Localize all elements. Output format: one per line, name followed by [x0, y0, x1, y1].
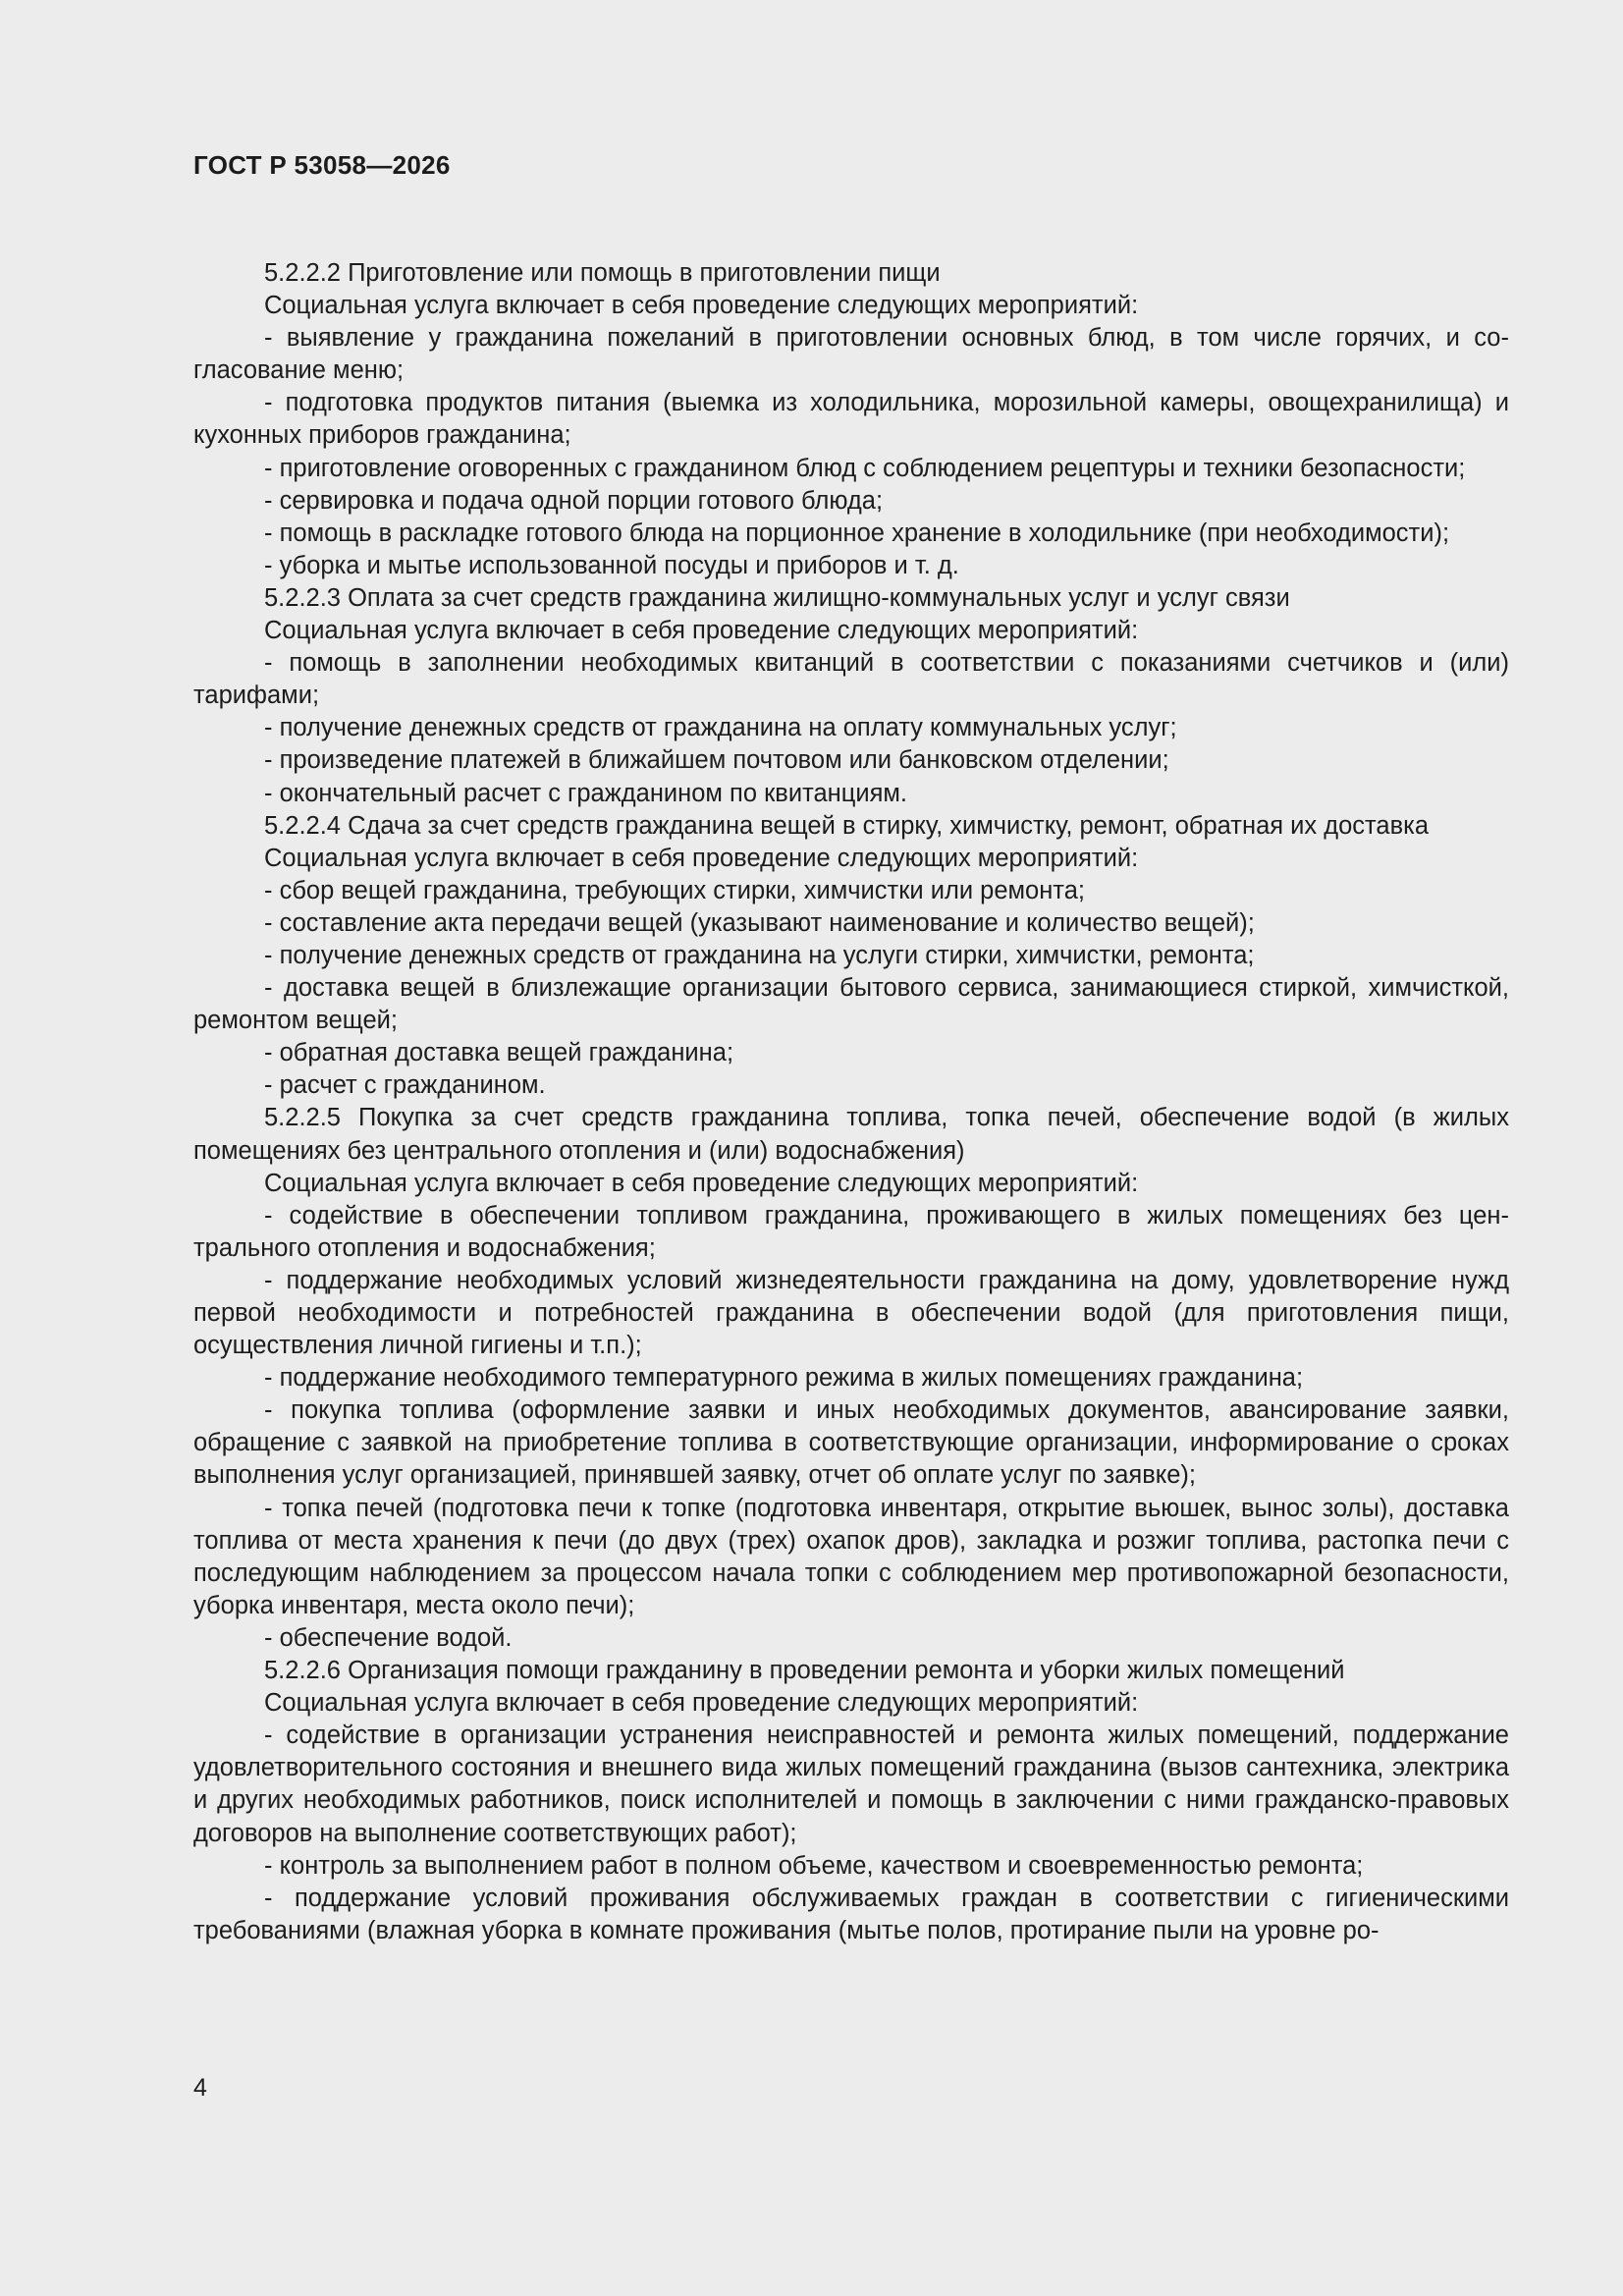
- paragraph: - подготовка продуктов питания (выемка из холодильника, морозильной камеры, овощехранилища) и кухонных приборов гражданина;: [193, 389, 1509, 450]
- paragraph: - уборка и мытье использованной посуды и приборов и т. д.: [264, 551, 959, 579]
- paragraph: - поддержание необходимого температурного режима в жилых помещениях гражданина;: [264, 1364, 1304, 1393]
- paragraph: - помощь в заполнении необходимых квитанций в соответствии с показаниями счетчиков и (или) тарифами;: [193, 649, 1509, 710]
- paragraph: - доставка вещей в близлежащие организации бытового сервиса, занимающиеся стиркой, химчисткой, ремонтом вещей;: [193, 974, 1509, 1035]
- paragraph: - сервировка и подача одной порции готового блюда;: [264, 486, 884, 515]
- paragraph: 5.2.2.3 Оплата за счет средств гражданина жилищно-коммунальных услуг и услуг связи: [264, 583, 1290, 612]
- paragraph: - топка печей (подготовка печи к топке (подготовка инвентаря, открытие вьюшек, вынос золы), доставка топлива от места хранения к печи (до двух (трех) охапок дров), закладка и розжиг топлива, растопка печи с последующим наблюдением за процессом начала топки с соблюдением мер противопожарной безопасности, уборка инвентаря, места около печи);: [193, 1494, 1509, 1619]
- paragraph: 5.2.2.4 Сдача за счет средств гражданина вещей в стирку, химчистку, ремонт, обратная их доставка: [264, 811, 1430, 840]
- page-number: 4: [193, 2074, 207, 2102]
- paragraph: - окончательный расчет с гражданином по квитанциям.: [264, 779, 907, 807]
- paragraph: Социальная услуга включает в себя проведение следующих мероприятий:: [264, 617, 1139, 645]
- paragraph: - сбор вещей гражданина, требующих стирки, химчистки или ремонта;: [264, 876, 1085, 904]
- paragraph: - получение денежных средств от гражданина на оплату коммунальных услуг;: [264, 714, 1177, 742]
- paragraph: - приготовление оговоренных с гражданином блюд с соблюдением рецептуры и техники безопасности;: [264, 454, 1466, 482]
- paragraph: Социальная услуга включает в себя проведение следующих мероприятий:: [264, 1689, 1139, 1718]
- paragraph: 5.2.2.6 Организация помощи гражданину в проведении ремонта и уборки жилых помещений: [264, 1657, 1345, 1685]
- paragraph: 5.2.2.5 Покупка за счет средств гражданина топлива, топка печей, обеспечение водой (в жилых помещениях без центрального отопления и (или) водоснабжения): [193, 1104, 1509, 1165]
- paragraph: - контроль за выполнением работ в полном объеме, качеством и своевременностью ремонта;: [264, 1851, 1364, 1880]
- paragraph: - поддержание необходимых условий жизнедеятельности гражданина на дому, удовлетворение нужд первой необходимости и потребностей гражданина в обеспечении водой (для приготовления пищи, осуществления личной гигиены и т.п.);: [193, 1266, 1509, 1360]
- document-body: [193, 257, 1509, 1947]
- paragraph: Социальная услуга включает в себя проведение следующих мероприятий:: [264, 844, 1139, 872]
- paragraph: Социальная услуга включает в себя проведение следующих мероприятий:: [264, 292, 1139, 320]
- document-standard-header: ГОСТ Р 53058—2026: [193, 150, 451, 180]
- paragraph: - покупка топлива (оформление заявки и иных необходимых документов, авансирование заявки, обращение с заявкой на приобретение топлива в соответствующие организации, информирование о сроках выполнения услуг организацией, принявшей заявку, отчет об оплате услуг по заявке);: [193, 1396, 1509, 1490]
- paragraph: - получение денежных средств от гражданина на услуги стирки, химчистки, ремонта;: [264, 941, 1255, 969]
- paragraph: - обеспечение водой.: [264, 1623, 513, 1652]
- paragraph: - выявление у гражданина пожеланий в приготовлении основных блюд, в том числе горячих, и согласование меню;: [193, 324, 1509, 385]
- paragraph: - составление акта передачи вещей (указывают наименование и количество вещей);: [264, 908, 1255, 937]
- paragraph: - поддержание условий проживания обслуживаемых граждан в соответствии с гигиеническими требованиями (влажная уборка в комнате проживания (мытье полов, протирание пыли на уровне ро-: [193, 1884, 1509, 1944]
- paragraph: 5.2.2.2 Приготовление или помощь в приготовлении пищи: [264, 259, 941, 287]
- paragraph: - содействие в обеспечении топливом гражданина, проживающего в жилых помещениях без центрального отопления и водоснабжения;: [193, 1201, 1509, 1262]
- paragraph: - содействие в организации устранения неисправностей и ремонта жилых помещений, поддержание удовлетворительного состояния и внешнего вида жилых помещений гражданина (вызов сантехника, электрика и других необходимых работников, поиск исполнителей и помощь в заключении с ними гражданско-правовых договоров на выполнение соответствующих работ);: [193, 1722, 1509, 1847]
- paragraph: Социальная услуга включает в себя проведение следующих мероприятий:: [264, 1169, 1139, 1197]
- paragraph: - помощь в раскладке готового блюда на порционное хранение в холодильнике (при необходимости);: [264, 519, 1450, 547]
- paragraph: - обратная доставка вещей гражданина;: [264, 1039, 734, 1067]
- paragraph: - произведение платежей в ближайшем почтовом или банковском отделении;: [264, 746, 1169, 775]
- paragraph: - расчет с гражданином.: [264, 1071, 546, 1100]
